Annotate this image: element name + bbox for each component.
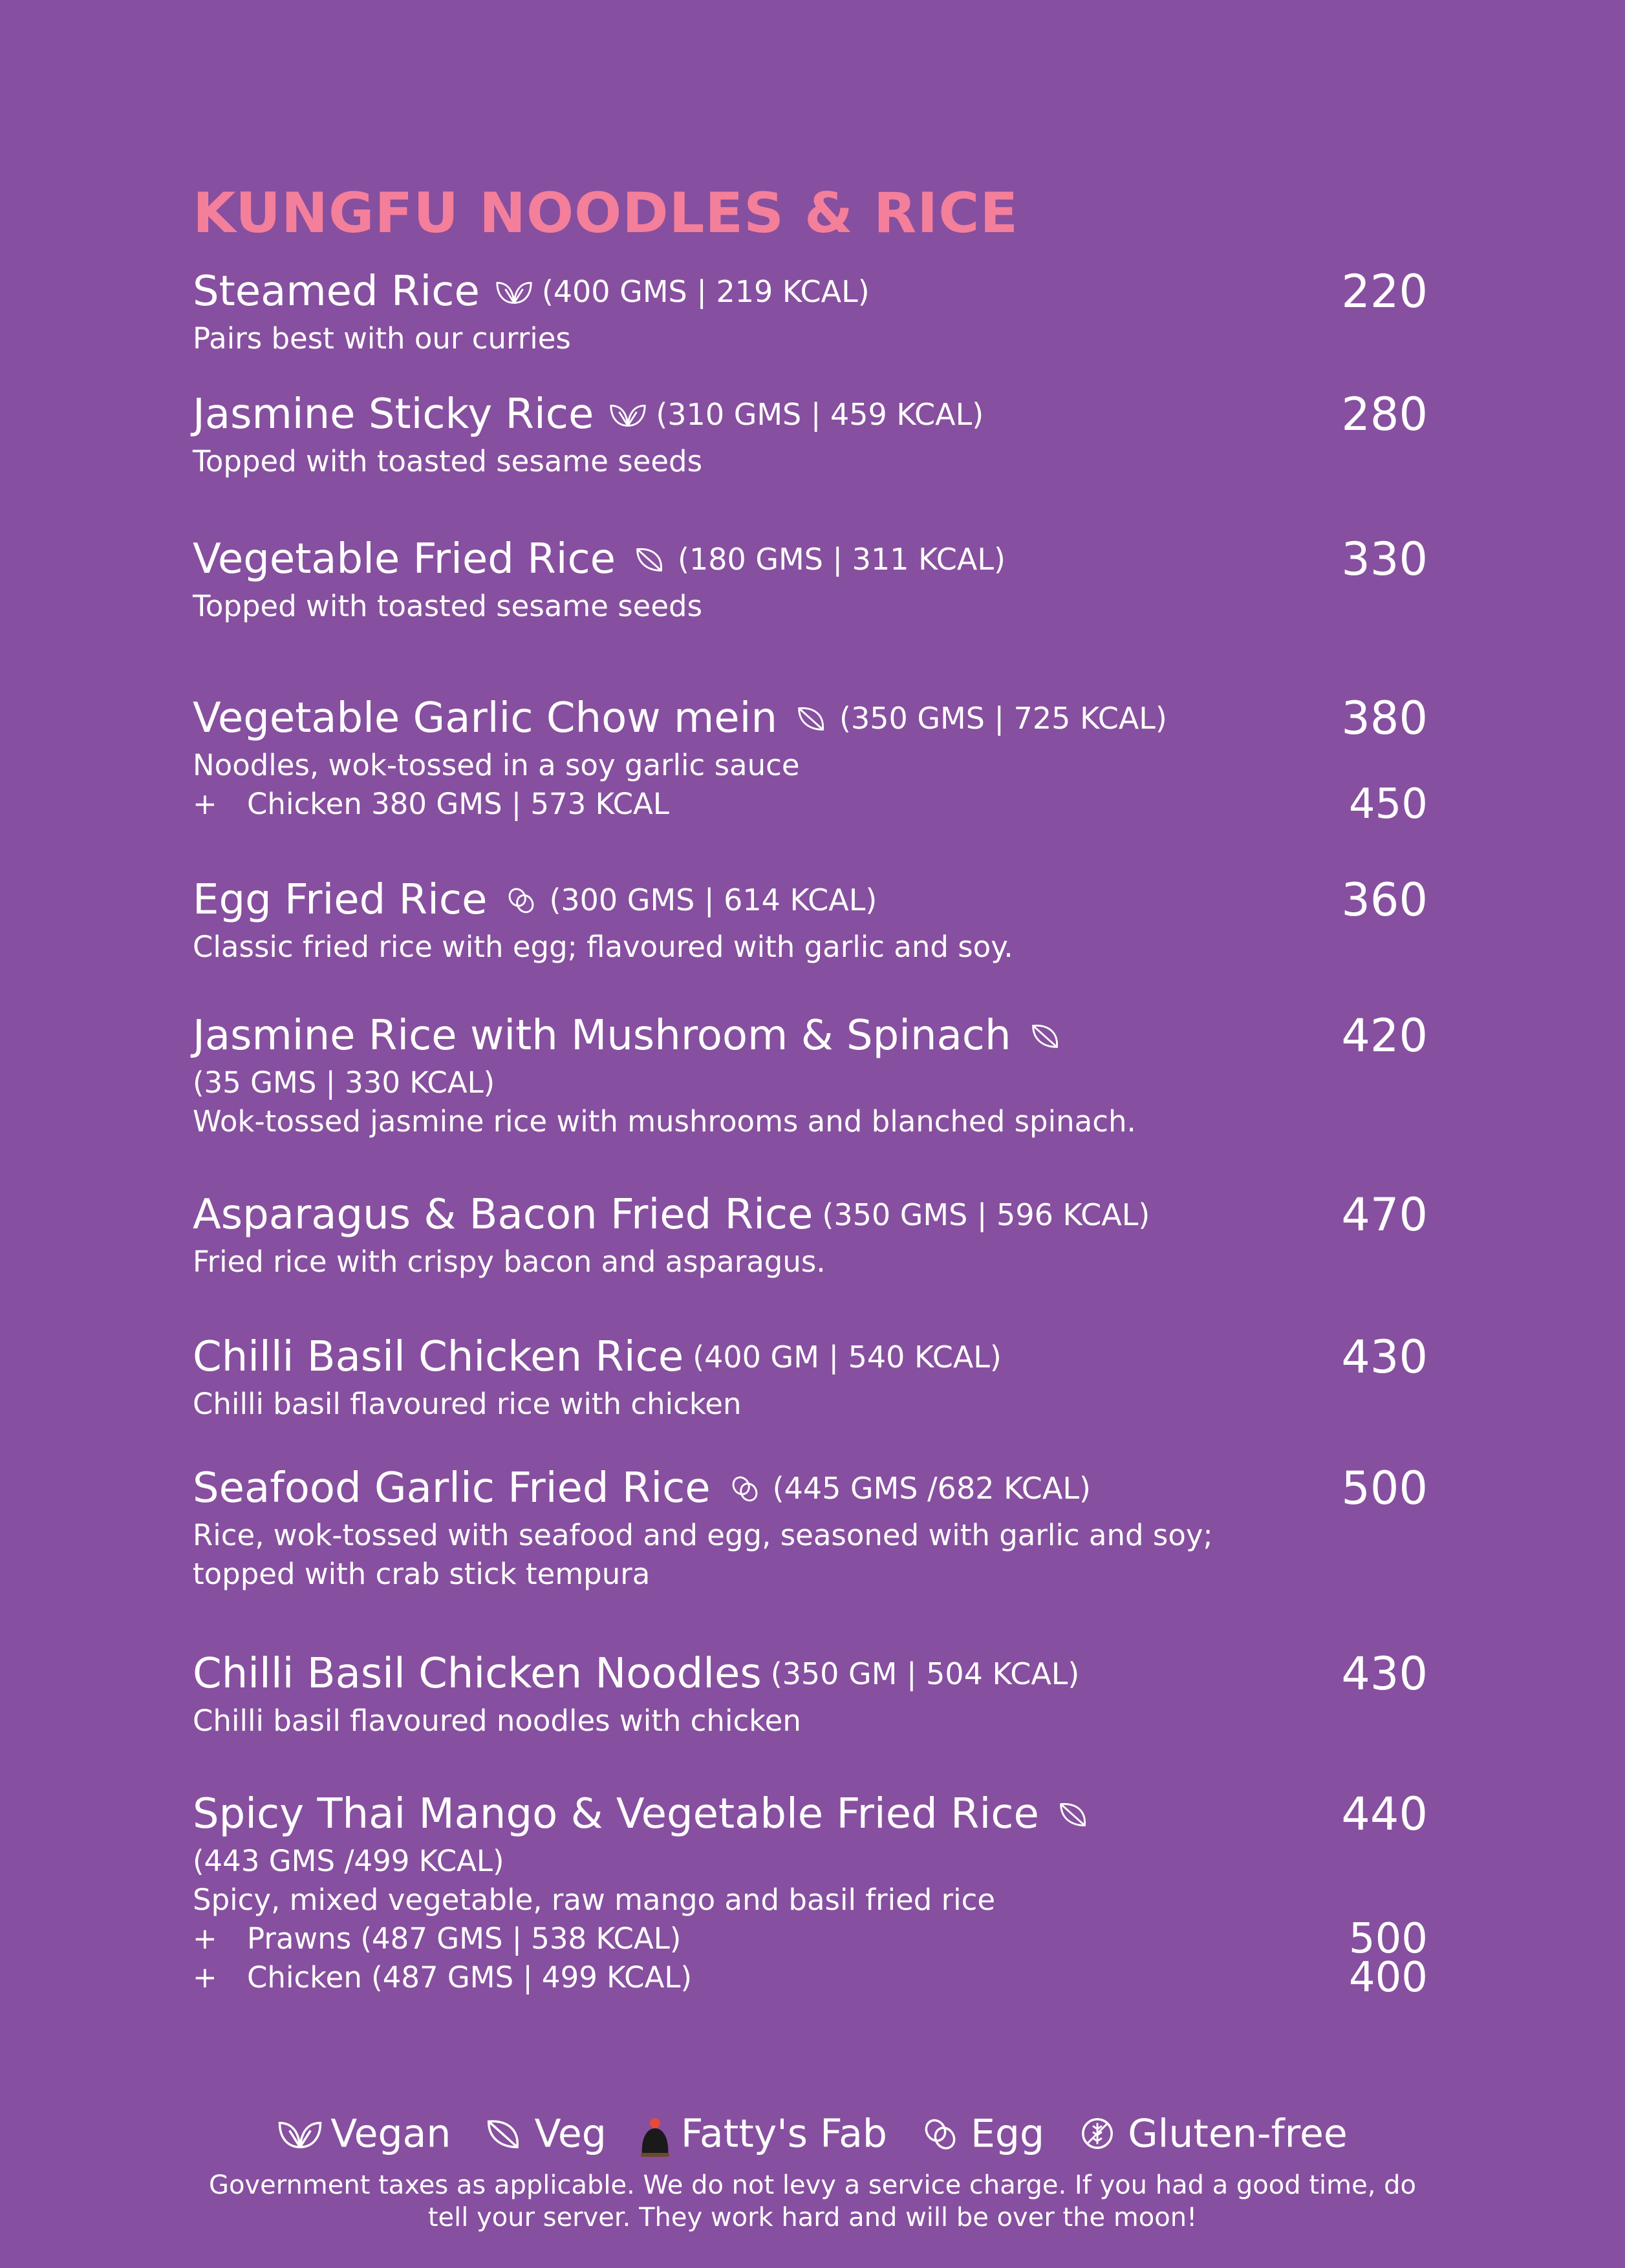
menu-item-description: Topped with toasted sesame seeds bbox=[193, 444, 703, 478]
footer-note: Government taxes as applicable. We do not levy a service charge. If you had a good time, do tell your server. They work hard and will be over the moon! bbox=[208, 2170, 1417, 2232]
menu-item-header bbox=[193, 1460, 1428, 1516]
menu-item-header bbox=[193, 872, 1428, 928]
vegan-icon bbox=[495, 277, 533, 306]
addon-price: 400 bbox=[1348, 1954, 1428, 2002]
menu-item-description: Pairs best with our curries bbox=[193, 321, 571, 356]
menu-item-header bbox=[193, 690, 1428, 746]
menu-item-header bbox=[193, 387, 1428, 442]
vegan-icon bbox=[609, 400, 647, 429]
menu-item-name: Egg Fried Rice bbox=[193, 876, 488, 924]
menu-item bbox=[193, 1646, 1428, 1740]
menu-item-name: Asparagus & Bacon Fried Rice bbox=[193, 1191, 813, 1239]
fatty-fab-icon bbox=[637, 2113, 673, 2154]
egg-icon bbox=[726, 1474, 764, 1503]
menu-item-price: 430 bbox=[1341, 1647, 1428, 1700]
menu-item-weight-kcal: (310 GMS | 459 KCAL) bbox=[656, 397, 984, 432]
menu-item-description: (35 GMS | 330 KCAL) bbox=[193, 1065, 495, 1100]
menu-item-price: 470 bbox=[1341, 1188, 1428, 1241]
menu-item bbox=[193, 531, 1428, 626]
menu-item-header bbox=[193, 264, 1428, 319]
addon-plus: + bbox=[193, 1960, 217, 1995]
menu-item-header bbox=[193, 1329, 1428, 1385]
menu-item-name: Spicy Thai Mango & Vegetable Fried Rice bbox=[193, 1790, 1039, 1838]
menu-item-addon bbox=[193, 1954, 1428, 2002]
menu-item bbox=[193, 264, 1428, 358]
menu-item-price: 380 bbox=[1341, 692, 1428, 745]
menu-item-name: Steamed Rice bbox=[193, 268, 480, 316]
menu-item-header bbox=[193, 1008, 1428, 1064]
legend-egg bbox=[918, 2099, 1044, 2166]
menu-item-name: Jasmine Sticky Rice bbox=[193, 390, 594, 438]
menu-item bbox=[193, 387, 1428, 481]
veg-icon bbox=[481, 2116, 526, 2151]
menu-item-name: Vegetable Garlic Chow mein bbox=[193, 694, 777, 742]
menu-item-weight-kcal: (300 GMS | 614 KCAL) bbox=[549, 883, 877, 917]
addon-plus: + bbox=[193, 787, 217, 821]
addon-price: 500 bbox=[1348, 1915, 1428, 1963]
section-title: KUNGFU NOODLES & RICE bbox=[193, 181, 1019, 246]
menu-item-description: Classic fried rice with egg; flavoured with garlic and soy. bbox=[193, 930, 1013, 964]
menu-item-weight-kcal: (445 GMS /682 KCAL) bbox=[772, 1471, 1091, 1506]
menu-item-addon bbox=[193, 1915, 1428, 1963]
menu-item-name: Chilli Basil Chicken Noodles bbox=[193, 1650, 762, 1698]
menu-item-name: Chilli Basil Chicken Rice bbox=[193, 1333, 684, 1381]
menu-item-price: 360 bbox=[1341, 873, 1428, 926]
addon-label: Prawns (487 GMS | 538 KCAL) bbox=[247, 1921, 682, 1956]
dietary-legend bbox=[0, 2098, 1625, 2163]
legend-fatty bbox=[637, 2099, 887, 2166]
menu-item-header bbox=[193, 531, 1428, 587]
menu-item-weight-kcal: (350 GMS | 725 KCAL) bbox=[839, 701, 1167, 736]
menu-item bbox=[193, 1329, 1428, 1424]
menu-item-weight-kcal: (400 GM | 540 KCAL) bbox=[693, 1340, 1002, 1375]
menu-item-header bbox=[193, 1646, 1428, 1702]
menu-item-description: Chilli basil flavoured rice with chicken bbox=[193, 1387, 742, 1421]
veg-icon bbox=[793, 704, 830, 733]
menu-item-weight-kcal: (350 GM | 504 KCAL) bbox=[770, 1656, 1080, 1691]
menu-item-name: Vegetable Fried Rice bbox=[193, 535, 616, 583]
menu-item-description: (443 GMS /499 KCAL) bbox=[193, 1844, 504, 1878]
legend-gluten-free-label: Gluten-free bbox=[1128, 2111, 1348, 2157]
egg-icon bbox=[502, 886, 540, 914]
menu-item-name: Seafood Garlic Fried Rice bbox=[193, 1464, 711, 1512]
menu-item-price: 220 bbox=[1341, 265, 1428, 318]
menu-item bbox=[193, 872, 1428, 967]
menu-item bbox=[193, 1187, 1428, 1281]
menu-item-addon bbox=[193, 780, 1428, 828]
menu-item-name: Jasmine Rice with Mushroom & Spinach bbox=[193, 1012, 1011, 1060]
menu-item-weight-kcal: (180 GMS | 311 KCAL) bbox=[678, 542, 1006, 577]
legend-veg bbox=[481, 2099, 606, 2166]
menu-item-price: 430 bbox=[1341, 1331, 1428, 1384]
egg-icon bbox=[918, 2116, 963, 2151]
legend-fatty-label: Fatty's Fab bbox=[680, 2111, 887, 2157]
menu-item-description: Rice, wok-tossed with seafood and egg, seasoned with garlic and soy; bbox=[193, 1518, 1213, 1552]
menu-item-header bbox=[193, 1187, 1428, 1243]
addon-price: 450 bbox=[1348, 780, 1428, 828]
menu-item-description: Wok-tossed jasmine rice with mushrooms and blanched spinach. bbox=[193, 1104, 1136, 1139]
menu-item-weight-kcal: (400 GMS | 219 KCAL) bbox=[541, 274, 870, 309]
legend-vegan bbox=[277, 2099, 451, 2166]
vegan-icon bbox=[277, 2116, 323, 2151]
menu-item-price: 500 bbox=[1341, 1462, 1428, 1515]
menu-item-description: Topped with toasted sesame seeds bbox=[193, 589, 703, 623]
legend-egg-label: Egg bbox=[971, 2111, 1045, 2157]
addon-label: Chicken (487 GMS | 499 KCAL) bbox=[247, 1960, 693, 1995]
menu-item bbox=[193, 1460, 1428, 1594]
menu-item-price: 280 bbox=[1341, 388, 1428, 441]
veg-icon bbox=[1055, 1800, 1092, 1828]
menu-item-price: 420 bbox=[1341, 1009, 1428, 1062]
menu-item bbox=[193, 1008, 1428, 1141]
menu-item-weight-kcal: (350 GMS | 596 KCAL) bbox=[822, 1197, 1150, 1232]
veg-icon bbox=[1027, 1022, 1064, 1050]
addon-label: Chicken 380 GMS | 573 KCAL bbox=[247, 787, 669, 821]
menu-item-description: Chilli basil flavoured noodles with chicken bbox=[193, 1704, 801, 1738]
menu-item bbox=[193, 690, 1428, 828]
menu-item-price: 440 bbox=[1341, 1788, 1428, 1841]
menu-item-description: Fried rice with crispy bacon and asparagus. bbox=[193, 1245, 826, 1279]
legend-gluten-free bbox=[1075, 2099, 1348, 2166]
menu-item-header bbox=[193, 1786, 1428, 1842]
menu-item bbox=[193, 1786, 1428, 2002]
gluten-free-icon bbox=[1075, 2116, 1120, 2151]
menu-item-price: 330 bbox=[1341, 533, 1428, 586]
menu-item-description: Spicy, mixed vegetable, raw mango and basil fried rice bbox=[193, 1883, 996, 1917]
legend-vegan-label: Vegan bbox=[330, 2111, 451, 2157]
legend-veg-label: Veg bbox=[534, 2111, 607, 2157]
veg-icon bbox=[631, 545, 669, 573]
menu-item-description: topped with crab stick tempura bbox=[193, 1557, 651, 1591]
menu-item-description: Noodles, wok-tossed in a soy garlic sauce bbox=[193, 748, 800, 782]
addon-plus: + bbox=[193, 1921, 217, 1956]
